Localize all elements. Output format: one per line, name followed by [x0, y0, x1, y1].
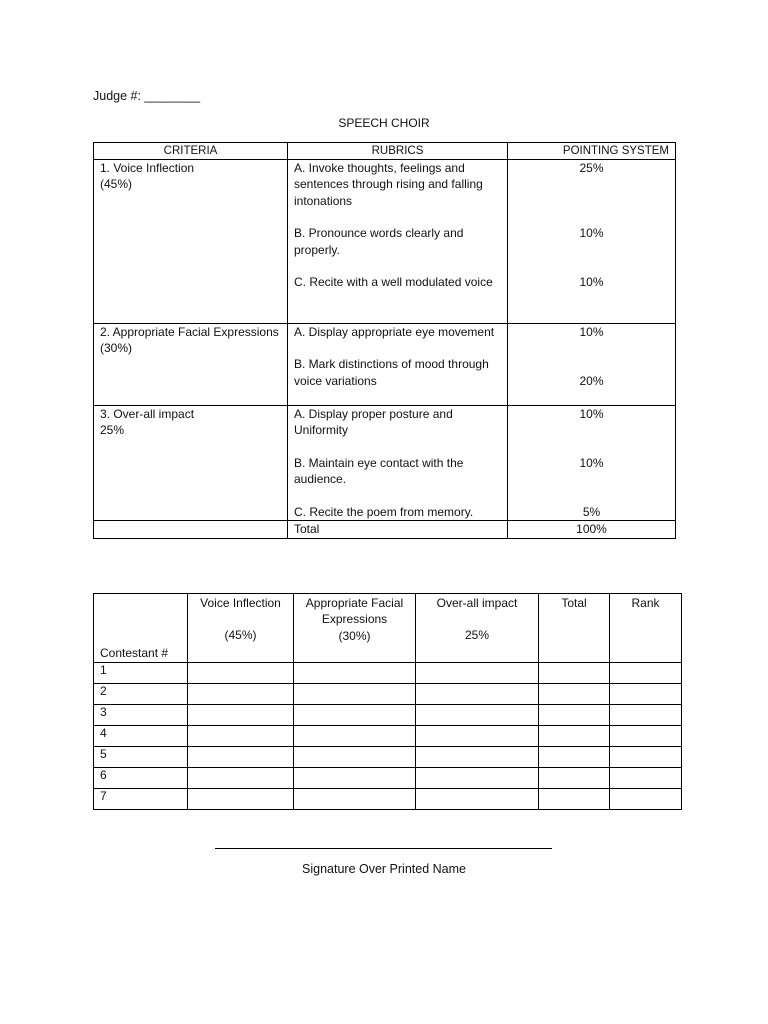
- points-cell: [508, 324, 676, 406]
- column-weight: 25%: [464, 628, 490, 643]
- rubric-item: B. Maintain eye contact with the audience.: [294, 455, 464, 487]
- score-cell[interactable]: [188, 705, 294, 726]
- table-row: [94, 789, 682, 810]
- score-cell[interactable]: [188, 684, 294, 705]
- empty-cell: [94, 521, 288, 538]
- contestant-header: Contestant #: [94, 594, 188, 663]
- criteria-cell: [94, 160, 288, 324]
- rank-cell[interactable]: [610, 663, 682, 684]
- column-weight: (45%): [224, 628, 257, 643]
- column-name: Over-all impact: [436, 596, 518, 610]
- rubric-row: [94, 160, 676, 324]
- table-row: [94, 663, 682, 684]
- points-value: 10%: [579, 456, 604, 470]
- points-value: 10%: [579, 275, 604, 289]
- contestant-number: 3: [94, 705, 188, 726]
- rank-cell[interactable]: [610, 768, 682, 789]
- total-cell[interactable]: [539, 789, 610, 810]
- rank-cell[interactable]: [610, 789, 682, 810]
- score-cell[interactable]: [188, 726, 294, 747]
- score-cell[interactable]: [294, 747, 416, 768]
- score-cell[interactable]: [294, 768, 416, 789]
- rank-cell[interactable]: [610, 705, 682, 726]
- page-title: SPEECH CHOIR: [338, 116, 430, 130]
- rank-cell[interactable]: [610, 747, 682, 768]
- score-cell[interactable]: [416, 726, 539, 747]
- score-cell[interactable]: [294, 705, 416, 726]
- contestant-number: 1: [94, 663, 188, 684]
- total-cell[interactable]: [539, 768, 610, 789]
- contestant-number: 4: [94, 726, 188, 747]
- judge-number-label: Judge #: ________: [93, 89, 201, 103]
- score-cell[interactable]: [294, 663, 416, 684]
- score-cell[interactable]: [416, 789, 539, 810]
- criteria-name: 1. Voice Inflection: [100, 161, 195, 175]
- points-cell: [508, 406, 676, 521]
- score-table: [93, 593, 682, 810]
- score-cell[interactable]: [416, 768, 539, 789]
- table-row: [94, 684, 682, 705]
- criteria-weight: (45%): [100, 177, 133, 192]
- criteria-cell: [94, 406, 288, 521]
- table-row: [94, 747, 682, 768]
- points-value: 5%: [582, 505, 601, 519]
- total-cell[interactable]: [539, 684, 610, 705]
- rubric-item: C. Recite the poem from memory.: [294, 504, 474, 519]
- score-cell[interactable]: [416, 684, 539, 705]
- contestant-number: 7: [94, 789, 188, 810]
- rubric-total-row: [94, 521, 676, 538]
- score-cell[interactable]: [188, 789, 294, 810]
- rubrics-cell: [288, 324, 508, 406]
- column-name: Rank: [631, 596, 660, 610]
- score-column-header: [188, 594, 294, 663]
- rubric-item: A. Invoke thoughts, feelings and sentences through rising and falling intonations: [294, 161, 483, 208]
- points-value: 25%: [579, 161, 604, 175]
- score-cell[interactable]: [294, 684, 416, 705]
- rubrics-header: RUBRICS: [288, 143, 508, 160]
- score-cell[interactable]: [188, 768, 294, 789]
- total-cell[interactable]: [539, 726, 610, 747]
- score-cell[interactable]: [188, 663, 294, 684]
- score-cell[interactable]: [416, 663, 539, 684]
- contestant-number: 5: [94, 747, 188, 768]
- rubric-item: B. Mark distinctions of mood through voice variations: [294, 357, 489, 388]
- criteria-name: 2. Appropriate Facial Expressions: [100, 325, 279, 339]
- column-name: Total: [561, 596, 587, 610]
- points-cell: [508, 160, 676, 324]
- score-cell[interactable]: [294, 726, 416, 747]
- total-cell[interactable]: [539, 705, 610, 726]
- score-cell[interactable]: [416, 705, 539, 726]
- total-cell[interactable]: [539, 663, 610, 684]
- signature-label: Signature Over Printed Name: [302, 862, 466, 876]
- table-row: [94, 705, 682, 726]
- points-value: 10%: [579, 226, 604, 240]
- score-cell[interactable]: [294, 789, 416, 810]
- criteria-weight: 25%: [100, 423, 125, 438]
- rubric-row: [94, 406, 676, 521]
- points-value: 10%: [579, 407, 604, 421]
- rubric-item: A. Display proper posture and Uniformity: [294, 407, 453, 438]
- criteria-weight: (30%): [100, 341, 133, 356]
- rank-cell[interactable]: [610, 684, 682, 705]
- rubrics-cell: [288, 406, 508, 521]
- score-column-header: [294, 594, 416, 663]
- criteria-name: 3. Over-all impact: [100, 407, 195, 421]
- column-name: Voice Inflection: [200, 596, 281, 610]
- rubric-item: C. Recite with a well modulated voice: [294, 275, 493, 290]
- rubric-row: [94, 324, 676, 406]
- contestant-number: 2: [94, 684, 188, 705]
- criteria-header: CRITERIA: [94, 143, 288, 160]
- points-value: 10%: [579, 325, 604, 339]
- contestant-number: 6: [94, 768, 188, 789]
- table-row: [94, 726, 682, 747]
- signature-line: [215, 848, 552, 849]
- rubric-item: B. Pronounce words clearly and properly.: [294, 226, 464, 257]
- score-column-header: [610, 594, 682, 663]
- rubrics-cell: [288, 160, 508, 324]
- total-cell[interactable]: [539, 747, 610, 768]
- score-cell[interactable]: [416, 747, 539, 768]
- rubric-item: A. Display appropriate eye movement: [294, 325, 495, 339]
- score-column-header: [416, 594, 539, 663]
- total-value: 100%: [508, 521, 676, 538]
- total-label: Total: [288, 521, 508, 538]
- pointing-system-header: POINTING SYSTEM: [508, 143, 676, 160]
- points-value: 20%: [579, 374, 604, 388]
- column-weight: (30%): [338, 628, 371, 643]
- rubric-table: [93, 142, 676, 539]
- rank-cell[interactable]: [610, 726, 682, 747]
- criteria-cell: [94, 324, 288, 406]
- score-column-header: [539, 594, 610, 663]
- table-row: [94, 768, 682, 789]
- score-cell[interactable]: [188, 747, 294, 768]
- column-name: Appropriate Facial Expressions: [305, 596, 404, 627]
